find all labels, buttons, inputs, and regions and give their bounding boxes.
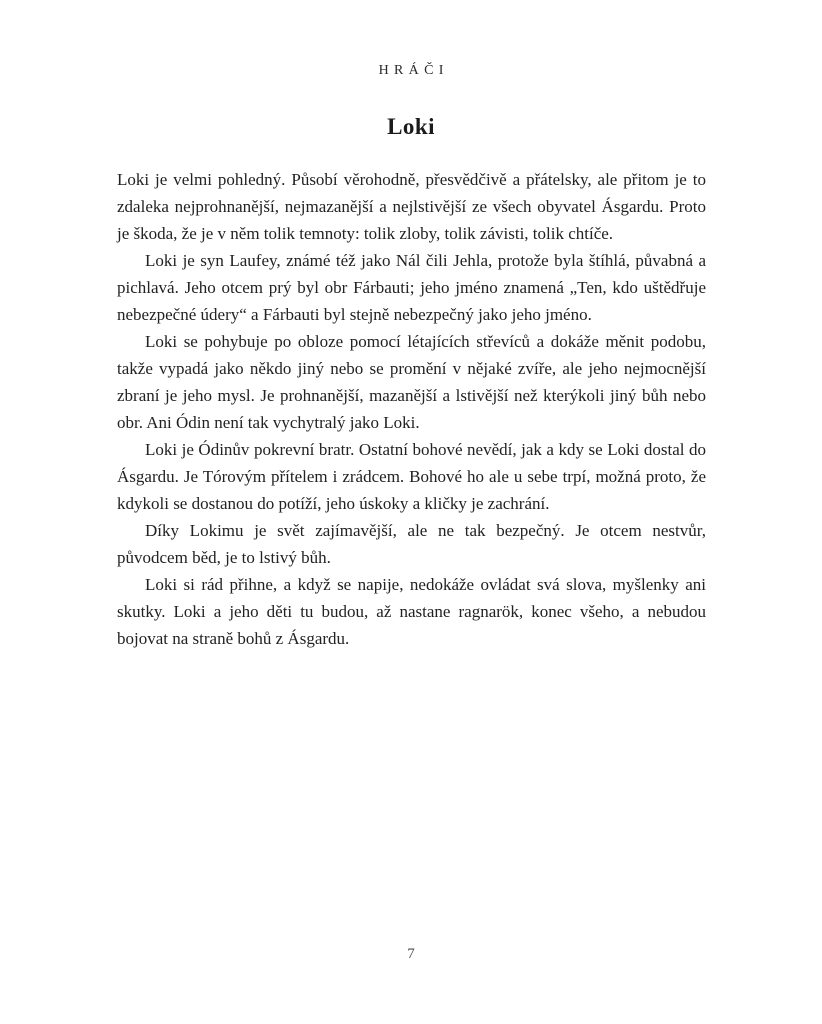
chapter-title: Loki xyxy=(387,114,435,139)
body-text xyxy=(117,166,706,652)
page-number: 7 xyxy=(407,946,415,962)
running-header: HRÁČI xyxy=(378,63,449,78)
paragraph: Loki je syn Laufey, známé též jako Nál čili Jehla, protože byla štíhlá, půvabná a pichlavá. Jeho otcem prý byl obr Fárbauti; jeho jméno znamená „Ten, kdo uštědřuje nebezpečné údery“ a Fárbauti byl stejně nebezpečný jako jeho jméno. xyxy=(117,251,706,324)
paragraph: Díky Lokimu je svět zajímavější, ale ne tak bezpečný. Je otcem nestvůr, původcem běd, je to lstivý bůh. xyxy=(117,521,706,567)
paragraph: Loki si rád přihne, a když se napije, nedokáže ovládat svá slova, myšlenky ani skutky. Loki a jeho děti tu budou, až nastane ragnarök, konec všeho, a nebudou bojovat na straně bohů z Ásgardu. xyxy=(117,575,706,648)
paragraph: Loki je velmi pohledný. Působí věrohodně, přesvědčivě a přátelsky, ale přitom je to zdaleka nejprohnanější, nejmazanější a nejlstivější ze všech obyvatel Ásgardu. Proto je škoda, že je v něm tolik temnoty: tolik zloby, tolik závisti, tolik chtíče. xyxy=(117,170,706,243)
paragraph: Loki je Ódinův pokrevní bratr. Ostatní bohové nevědí, jak a kdy se Loki dostal do Ásgardu. Je Tórovým přítelem i zrádcem. Bohové ho ale u sebe trpí, možná proto, že kdykoli se dostanou do potíží, jeho úskoky a kličky je zachrání. xyxy=(117,440,706,513)
paragraph: Loki se pohybuje po obloze pomocí létajících střevíců a dokáže měnit podobu, takže vypadá jako někdo jiný nebo se promění v nějaké zvíře, ale jeho nejmocnější zbraní je jeho mysl. Je prohnanější, mazanější a lstivější než kterýkoli jiný bůh nebo obr. Ani Ódin není tak vychytralý jako Loki. xyxy=(117,332,706,432)
